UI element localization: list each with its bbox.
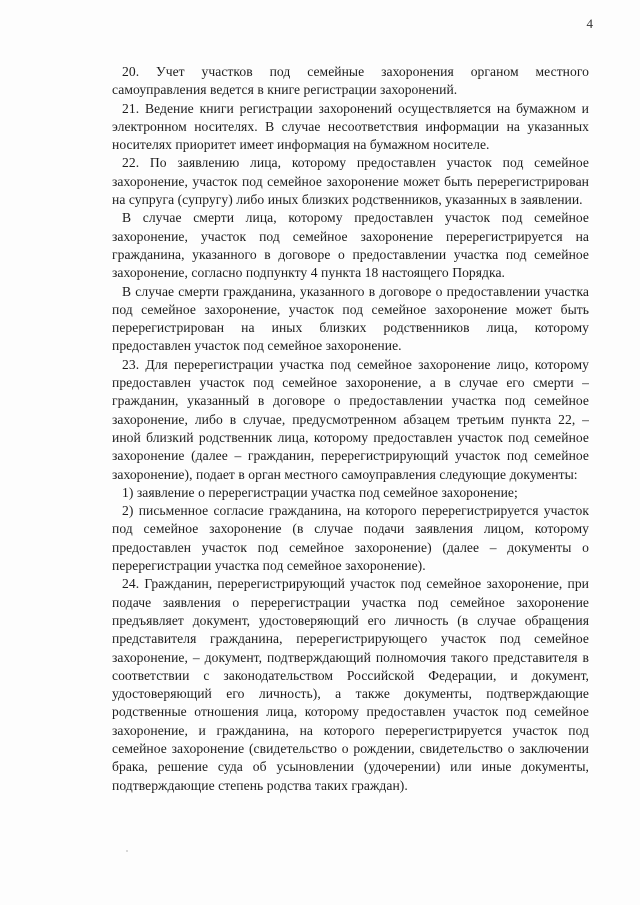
scan-speck [126,850,128,852]
paragraph-23-item-2: 2) письменное согласие гражданина, на которого перерегистрируется участок под семейное захоронение (в случае подачи заявления лицом, которому предоставлен участок под семейное захоронение) (далее – документы о перерегистрации участка под семейное захоронение). [112,503,589,574]
paragraph-22-abzac-3: В случае смерти гражданина, указанного в договоре о предоставлении участка под семейное захоронение, участок под семейное захоронение может быть перерегистрирован на иных близких родственников лица, которому предоставлен участок под семейное захоронение. [112,283,589,354]
paragraph-24: 24. Гражданин, перерегистрирующий участок под семейное захоронение, при подаче заявления о перерегистрации участка под семейное захоронение предъявляет документ, удостоверяющий его личность (в случае обращения представителя гражданина, перерегистрирующего участок под семейное захоронение, – документ, подтверждающий полномочия такого представителя в соответствии с законодательством Российской Федерации, и документ, удостоверяющий его личность), а также документы, подтверждающие родственные отношения лица, которому предоставлен участок под семейное захоронение, и гражданина, на которого перерегистрируется участок под семейное захоронение (свидетельство о рождении, свидетельство о заключении брака, решение суда об усыновлении (удочерении) или иные документы, подтверждающие степень родства таких граждан). [112,576,589,793]
paragraph-23-item-1: 1) заявление о перерегистрации участка под семейное захоронение; [122,484,518,500]
paragraph-22: 22. По заявлению лица, которому предоставлен участок под семейное захоронение, участок под семейное захоронение может быть перерегистрирован на супруга (супругу) либо иных близких родственников, указанных в заявлении. [112,155,589,208]
paragraph-23: 23. Для перерегистрации участка под семейное захоронение лицо, которому предоставлен участок под семейное захоронение, а в случае его смерти – гражданин, указанный в договоре о предоставлении участка под семейное захоронение, либо в случае, предусмотренном абзацем третьим пункта 22, – иной близкий родственник лица, которому предоставлен участок под семейное захоронение (далее – гражданин, перерегистрирующий участок под семейное захоронение), подает в орган местного самоуправления следующие документы: [112,356,589,482]
document-body [112,63,589,795]
paragraph-22-abzac-2: В случае смерти лица, которому предоставлен участок под семейное захоронение, участок под семейное захоронение перерегистрируется на гражданина, указанного в договоре о предоставлении участка под семейное захоронение, согласно подпункту 4 пункта 18 настоящего Порядка. [112,210,589,281]
page-number: 4 [586,16,593,31]
paragraph-21: 21. Ведение книги регистрации захоронений осуществляется на бумажном и электронном носителях. В случае несоответствия информации на указанных носителях приоритет имеет информация на бумажном носителе. [112,100,589,153]
paragraph-20: 20. Учет участков под семейные захоронения органом местного самоуправления ведется в книге регистрации захоронений. [112,64,589,98]
